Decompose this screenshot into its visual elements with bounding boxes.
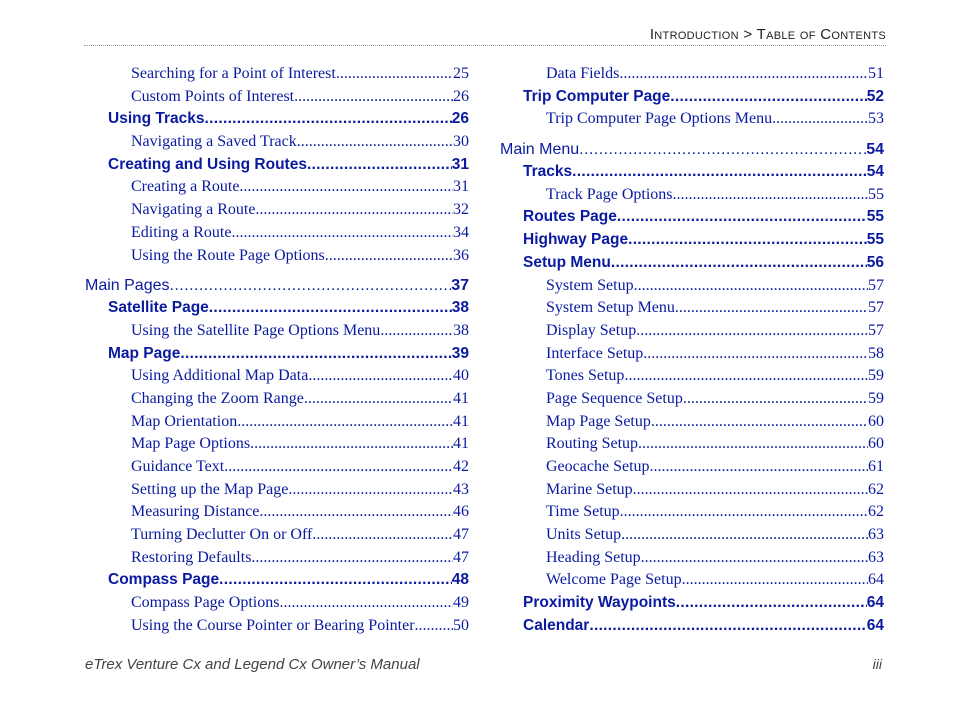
dot-leader <box>237 411 453 434</box>
toc-entry-level-3[interactable] <box>500 479 884 502</box>
toc-entry-level-3[interactable] <box>500 547 884 570</box>
running-header: Introduction > Table of Contents <box>649 26 886 43</box>
toc-entry-title: System Setup Menu <box>546 299 675 317</box>
toc-entry-level-3[interactable] <box>500 411 884 434</box>
toc-entry-level-3[interactable] <box>500 320 884 343</box>
toc-entry-page: 56 <box>866 253 884 271</box>
toc-entry-title: Heading Setup <box>546 548 641 566</box>
toc-entry-level-2[interactable] <box>500 229 884 252</box>
toc-entry-title: Creating a Route <box>131 178 240 196</box>
toc-entry-title: System Setup <box>546 276 634 294</box>
toc-entry-page: 26 <box>453 87 469 105</box>
dot-leader <box>572 161 867 184</box>
toc-entry-title: Marine Setup <box>546 480 633 498</box>
toc-entry-level-2[interactable] <box>500 86 884 109</box>
dot-leader <box>589 615 866 638</box>
toc-entry-level-3[interactable] <box>85 388 469 411</box>
toc-entry-title: Tracks <box>523 163 573 181</box>
toc-entry-level-3[interactable] <box>500 456 884 479</box>
toc-entry-title: Editing a Route <box>131 223 232 241</box>
toc-entry-page: 30 <box>453 133 469 151</box>
dot-leader <box>670 86 866 109</box>
toc-entry-page: 25 <box>453 65 469 82</box>
toc-entry-level-3[interactable] <box>500 501 884 524</box>
toc-entry-title: Trip Computer Page <box>523 87 671 105</box>
toc-entry-level-3[interactable] <box>85 245 469 268</box>
dot-leader <box>682 569 868 592</box>
dot-leader <box>219 569 452 592</box>
toc-entry-level-3[interactable] <box>500 433 884 456</box>
toc-entry-title: Searching for a Point of Interest <box>131 65 336 82</box>
dot-leader <box>308 365 453 388</box>
toc-right-column <box>500 63 884 638</box>
toc-entry-level-3[interactable] <box>500 275 884 298</box>
dot-leader <box>617 206 867 229</box>
page-number: iii <box>872 656 882 672</box>
toc-entry-page: 54 <box>866 141 884 159</box>
dot-leader <box>641 547 868 570</box>
toc-entry-page: 52 <box>866 87 884 105</box>
toc-entry-level-3[interactable] <box>85 222 469 245</box>
toc-entry-page: 61 <box>868 458 884 475</box>
dot-leader <box>224 456 453 479</box>
toc-entry-title: Using the Satellite Page Options Menu <box>131 321 381 339</box>
toc-entry-level-3[interactable] <box>85 615 469 638</box>
toc-entry-level-2[interactable] <box>500 592 884 615</box>
dot-leader <box>619 63 868 86</box>
toc-entry-page: 63 <box>868 548 884 566</box>
toc-entry-title: Data Fields <box>546 65 620 82</box>
toc-entry-level-2[interactable] <box>85 343 469 366</box>
toc-entry-page: 41 <box>453 435 469 453</box>
toc-entry-level-3[interactable] <box>85 456 469 479</box>
toc-entry-level-3[interactable] <box>500 524 884 547</box>
toc-entry-page: 51 <box>868 65 884 82</box>
dot-leader <box>307 154 452 177</box>
dot-leader <box>180 343 451 366</box>
toc-entry-title: Compass Page <box>108 571 220 589</box>
toc-entry-page: 46 <box>453 503 469 521</box>
toc-entry-title: Routes Page <box>523 208 617 226</box>
toc-entry-level-3[interactable] <box>500 569 884 592</box>
toc-entry-title: Using the Course Pointer or Bearing Pointer <box>131 616 415 634</box>
section-spacer <box>85 267 469 275</box>
manual-title: eTrex Venture Cx and Legend Cx Owner’s Manual <box>85 656 420 673</box>
toc-entry-level-3[interactable] <box>500 63 884 86</box>
dot-leader <box>231 222 453 245</box>
dot-leader <box>294 86 453 109</box>
toc-entry-page: 31 <box>453 178 469 196</box>
dot-leader <box>634 275 868 298</box>
toc-entry-title: Units Setup <box>546 526 622 544</box>
toc-entry-page: 54 <box>866 163 884 181</box>
dot-leader <box>325 245 453 268</box>
toc-entry-page: 41 <box>453 412 469 430</box>
dot-leader <box>676 592 867 615</box>
toc-entry-page: 57 <box>868 321 884 339</box>
dot-leader <box>415 615 453 638</box>
toc-entry-title: Setup Menu <box>523 253 611 271</box>
toc-entry-level-3[interactable] <box>500 388 884 411</box>
toc-entry-page: 64 <box>866 594 884 612</box>
dot-leader <box>633 479 868 502</box>
toc-entry-title: Track Page Options <box>546 185 673 203</box>
toc-entry-title: Map Page Setup <box>546 412 651 430</box>
dot-leader <box>675 297 868 320</box>
dot-leader <box>251 547 453 570</box>
toc-entry-level-2[interactable] <box>500 252 884 275</box>
toc-entry-level-2[interactable] <box>500 615 884 638</box>
header-divider <box>84 45 886 46</box>
toc-entry-page: 48 <box>451 571 469 589</box>
dot-leader <box>579 139 866 161</box>
toc-entry-level-2[interactable] <box>85 154 469 177</box>
dot-leader <box>636 320 868 343</box>
toc-entry-page: 57 <box>868 299 884 317</box>
toc-entry-page: 49 <box>453 594 469 612</box>
toc-entry-level-3[interactable] <box>85 131 469 154</box>
toc-entry-level-3[interactable] <box>85 411 469 434</box>
toc-entry-page: 55 <box>866 208 884 226</box>
toc-entry-title: Navigating a Saved Track <box>131 133 297 151</box>
dot-leader <box>772 108 868 131</box>
toc-entry-page: 26 <box>451 110 469 128</box>
toc-entry-page: 43 <box>453 480 469 498</box>
toc-entry-page: 62 <box>868 480 884 498</box>
dot-leader <box>683 388 868 411</box>
toc-entry-title: Using Additional Map Data <box>131 367 309 385</box>
dot-leader <box>250 433 453 456</box>
toc-entry-page: 47 <box>453 526 469 544</box>
toc-entry-title: Calendar <box>523 616 590 634</box>
toc-entry-level-3[interactable] <box>500 297 884 320</box>
toc-entry-page: 40 <box>453 367 469 385</box>
toc-entry-page: 64 <box>866 616 884 634</box>
toc-entry-level-3[interactable] <box>85 63 469 86</box>
dot-leader <box>643 343 868 366</box>
toc-entry-title: Time Setup <box>546 503 620 521</box>
toc-entry-title: Using the Route Page Options <box>131 246 325 264</box>
toc-entry-title: Turning Declutter On or Off <box>131 526 313 544</box>
dot-leader <box>628 229 867 252</box>
toc-entry-page: 34 <box>453 223 469 241</box>
toc-entry-level-2[interactable] <box>85 297 469 320</box>
toc-entry-title: Display Setup <box>546 321 637 339</box>
toc-entry-title: Restoring Defaults <box>131 548 252 566</box>
toc-entry-page: 58 <box>868 344 884 362</box>
toc-entry-level-3[interactable] <box>85 547 469 570</box>
dot-leader <box>611 252 867 275</box>
toc-entry-title: Main Pages <box>85 277 170 295</box>
toc-entry-page: 55 <box>866 231 884 249</box>
toc-entry-title: Custom Points of Interest <box>131 87 295 105</box>
toc-entry-page: 60 <box>868 412 884 430</box>
toc-entry-title: Creating and Using Routes <box>108 155 307 173</box>
toc-entry-page: 55 <box>868 185 884 203</box>
dot-leader <box>673 184 868 207</box>
dot-leader <box>304 388 453 411</box>
toc-entry-level-3[interactable] <box>85 501 469 524</box>
toc-entry-page: 50 <box>453 616 469 634</box>
toc-entry-title: Setting up the Map Page <box>131 480 289 498</box>
dot-leader <box>620 501 868 524</box>
dot-leader <box>279 592 453 615</box>
dot-leader <box>650 456 868 479</box>
toc-entry-page: 39 <box>451 344 469 362</box>
toc-entry-page: 36 <box>453 246 469 264</box>
toc-entry-page: 59 <box>868 389 884 407</box>
toc-entry-title: Compass Page Options <box>131 594 280 612</box>
toc-entry-level-3[interactable] <box>85 176 469 199</box>
toc-entry-page: 31 <box>451 155 469 173</box>
toc-entry-title: Map Page Options <box>131 435 251 453</box>
toc-entry-level-1[interactable] <box>85 275 469 297</box>
toc-entry-level-2[interactable] <box>500 206 884 229</box>
toc-entry-level-3[interactable] <box>85 479 469 502</box>
dot-leader <box>312 524 453 547</box>
section-spacer <box>500 131 884 139</box>
toc-entry-level-3[interactable] <box>85 524 469 547</box>
toc-entry-title: Map Orientation <box>131 412 238 430</box>
toc-entry-level-3[interactable] <box>85 86 469 109</box>
toc-entry-page: 41 <box>453 389 469 407</box>
toc-left-column <box>85 63 469 638</box>
toc-entry-level-2[interactable] <box>85 569 469 592</box>
toc-entry-title: Changing the Zoom Range <box>131 389 304 407</box>
toc-entry-title: Satellite Page <box>108 299 209 317</box>
dot-leader <box>380 320 453 343</box>
toc-entry-title: Interface Setup <box>546 344 644 362</box>
toc-entry-page: 38 <box>453 321 469 339</box>
toc-entry-level-3[interactable] <box>500 343 884 366</box>
dot-leader <box>170 275 452 297</box>
toc-entry-page: 62 <box>868 503 884 521</box>
toc-entry-level-2[interactable] <box>85 108 469 131</box>
dot-leader <box>255 199 453 222</box>
toc-entry-level-3[interactable] <box>85 199 469 222</box>
toc-entry-title: Using Tracks <box>108 110 205 128</box>
toc-entry-page: 59 <box>868 367 884 385</box>
dot-leader <box>621 524 868 547</box>
dot-leader <box>651 411 868 434</box>
toc-entry-title: Geocache Setup <box>546 458 650 475</box>
toc-entry-level-3[interactable] <box>85 592 469 615</box>
toc-entry-page: 63 <box>868 526 884 544</box>
toc-entry-level-3[interactable] <box>85 320 469 343</box>
toc-entry-page: 64 <box>868 571 884 589</box>
toc-entry-level-3[interactable] <box>500 365 884 388</box>
dot-leader <box>624 365 868 388</box>
toc-entry-level-2[interactable] <box>500 161 884 184</box>
toc-entry-page: 37 <box>451 277 469 295</box>
dot-leader <box>297 131 453 154</box>
dot-leader <box>205 108 452 131</box>
dot-leader <box>638 433 868 456</box>
dot-leader <box>336 63 453 86</box>
toc-entry-title: Navigating a Route <box>131 201 256 219</box>
toc-entry-title: Guidance Text <box>131 458 225 475</box>
toc-entry-page: 60 <box>868 435 884 453</box>
toc-entry-page: 47 <box>453 548 469 566</box>
dot-leader <box>209 297 452 320</box>
toc-entry-level-3[interactable] <box>500 108 884 131</box>
toc-entry-level-3[interactable] <box>85 433 469 456</box>
toc-entry-level-1[interactable] <box>500 139 884 161</box>
toc-entry-level-3[interactable] <box>500 184 884 207</box>
dot-leader <box>239 176 453 199</box>
toc-entry-page: 57 <box>868 276 884 294</box>
toc-entry-title: Main Menu <box>500 141 580 159</box>
toc-entry-page: 38 <box>451 299 469 317</box>
toc-entry-title: Map Page <box>108 344 181 362</box>
toc-entry-page: 32 <box>453 201 469 219</box>
dot-leader <box>288 479 453 502</box>
toc-entry-page: 53 <box>868 110 884 128</box>
dot-leader <box>259 501 453 524</box>
toc-entry-title: Routing Setup <box>546 435 639 453</box>
toc-entry-title: Measuring Distance <box>131 503 260 521</box>
toc-entry-title: Trip Computer Page Options Menu <box>546 110 773 128</box>
toc-entry-level-3[interactable] <box>85 365 469 388</box>
toc-entry-title: Proximity Waypoints <box>523 594 676 612</box>
toc-entry-title: Tones Setup <box>546 367 625 385</box>
toc-entry-page: 42 <box>453 458 469 475</box>
toc-entry-title: Page Sequence Setup <box>546 389 683 407</box>
toc-entry-title: Welcome Page Setup <box>546 571 682 589</box>
toc-entry-title: Highway Page <box>523 231 629 249</box>
